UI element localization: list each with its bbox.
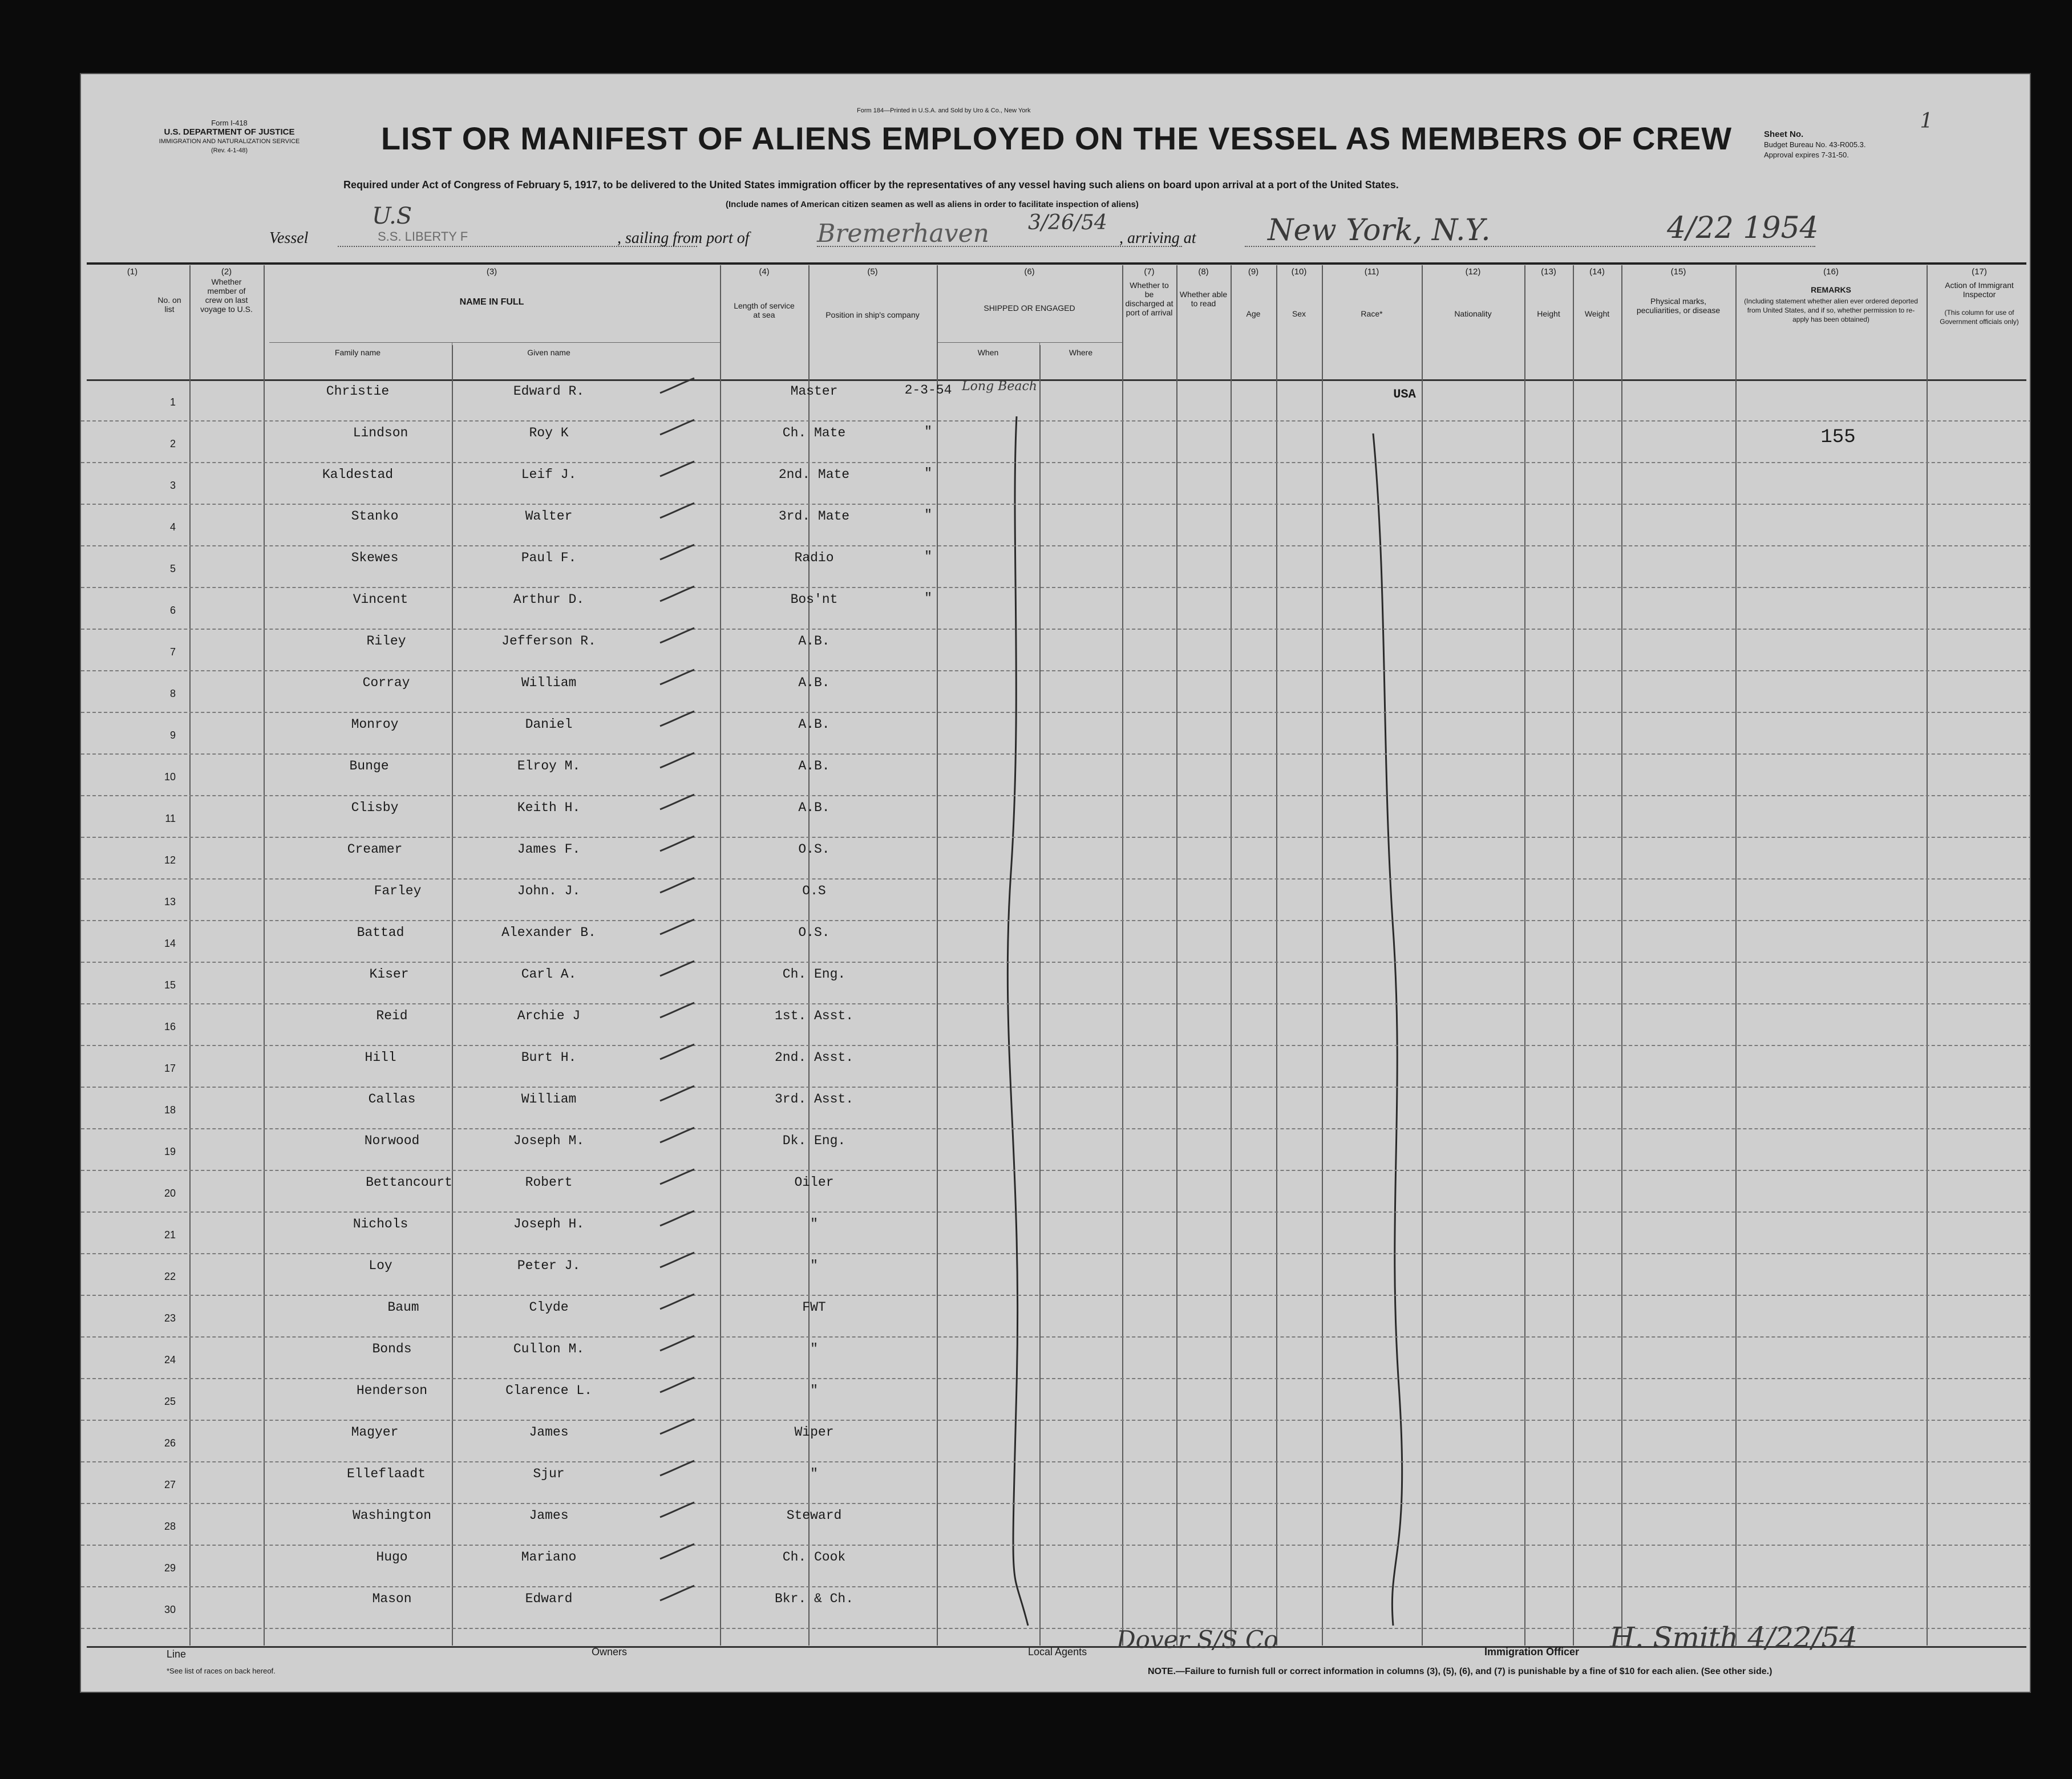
check-mark-icon	[657, 1418, 697, 1435]
col-num-10: (10)	[1291, 267, 1307, 277]
col-label-17: Action of Immigrant Inspector	[1945, 281, 2014, 299]
table-row	[81, 504, 2031, 538]
check-mark-icon	[657, 668, 697, 686]
position: "	[810, 1258, 818, 1273]
col-label-4: Length of service at sea	[734, 301, 795, 319]
row-number: 8	[169, 688, 176, 699]
row-number: 27	[164, 1479, 176, 1490]
col-label-3: NAME IN FULL	[459, 297, 524, 307]
fine-note: NOTE.—Failure to furnish full or correct information in columns (3), (5), (6), and (7) is punishable by a fine of $10 for each alien. (See other side.)	[1148, 1667, 1772, 1676]
remarks-note: (Including statement whether alien ever ordered deported from United States, and if so, whether permission to re-apply has been obtained)	[1744, 297, 1918, 323]
family-name: Bettancourt	[366, 1175, 452, 1190]
table-row	[81, 1004, 2031, 1038]
given-name: Sjur	[533, 1466, 565, 1481]
check-mark-stroke	[660, 1169, 694, 1184]
check-mark-stroke	[660, 1586, 694, 1600]
department: U.S. DEPARTMENT OF JUSTICE	[164, 127, 295, 137]
row-number: 18	[164, 1104, 176, 1116]
row-number: 21	[164, 1229, 176, 1241]
check-mark-icon	[657, 419, 697, 436]
check-mark-icon	[657, 627, 697, 644]
arrival-date: 4/22 1954	[1667, 211, 1819, 245]
given-name: William	[521, 675, 577, 690]
check-mark-icon	[657, 1460, 697, 1477]
row-number: 1	[169, 396, 176, 408]
check-mark-stroke	[660, 420, 694, 435]
position: FWT	[802, 1300, 826, 1315]
given-name: Roy K	[529, 425, 569, 440]
check-mark-stroke	[660, 1502, 694, 1517]
table-row	[81, 796, 2031, 830]
family-name: Norwood	[364, 1133, 420, 1148]
shipped-where: Long Beach	[962, 379, 1037, 394]
given-name: Daniel	[525, 717, 573, 732]
position: Oiler	[794, 1175, 834, 1190]
family-name: Vincent	[353, 592, 408, 607]
family-name: Bunge	[349, 759, 389, 773]
check-mark-stroke	[660, 461, 694, 476]
table-row	[81, 1420, 2031, 1454]
family-name: Christie	[326, 384, 390, 399]
table-row	[81, 1045, 2031, 1080]
col-num-16: (16)	[1823, 267, 1839, 277]
position: 3rd. Mate	[778, 509, 850, 524]
table-row	[81, 546, 2031, 580]
table-row	[81, 921, 2031, 955]
row-number: 11	[165, 813, 176, 824]
table-row	[81, 1587, 2031, 1621]
table-row	[81, 1129, 2031, 1163]
check-mark-stroke	[660, 836, 694, 851]
given-name: Burt H.	[521, 1050, 577, 1065]
family-name: Lindson	[353, 425, 408, 440]
nationality: USA	[1393, 387, 1416, 402]
family-name: Mason	[372, 1591, 412, 1606]
row-number: 13	[164, 896, 176, 907]
family-name: Baum	[387, 1300, 419, 1315]
vessel-handwritten: U.S	[372, 203, 412, 229]
col-label-15: Physical marks, peculiarities, or disease	[1636, 297, 1721, 315]
check-mark-stroke	[660, 1086, 694, 1101]
revision: (Rev. 4-1-48)	[211, 147, 248, 154]
given-name: James	[529, 1508, 569, 1523]
officer-label: Immigration Officer	[1484, 1646, 1580, 1658]
position: "	[810, 1342, 818, 1356]
include-note: (Include names of American citizen seamen as well as aliens in order to facilitate inspection of aliens)	[726, 200, 1139, 209]
check-mark-icon	[657, 710, 697, 727]
given-name: Clyde	[529, 1300, 569, 1315]
row-number: 7	[169, 646, 176, 658]
given-name: Carl A.	[521, 967, 577, 982]
family-name: Corray	[362, 675, 410, 690]
position: 3rd. Asst.	[774, 1092, 854, 1107]
col-label-1: No. on list	[157, 295, 181, 314]
check-mark-stroke	[660, 878, 694, 893]
given-name: Arthur D.	[513, 592, 585, 607]
col-num-8: (8)	[1198, 267, 1209, 277]
shipped-when: 2-3-54	[904, 383, 952, 398]
given-name: Archie J	[517, 1008, 581, 1023]
check-mark-icon	[657, 377, 697, 394]
action-note: (This column for use of Government officials only)	[1940, 309, 2019, 326]
check-mark-icon	[657, 1376, 697, 1393]
table-row	[81, 671, 2031, 705]
shipped-when: "	[924, 424, 932, 439]
check-mark-stroke	[660, 628, 694, 643]
col-num-11: (11)	[1364, 267, 1379, 277]
check-mark-stroke	[660, 1419, 694, 1434]
position: O.S.	[798, 842, 830, 857]
col-label-11: Race*	[1361, 309, 1383, 318]
table-row	[81, 629, 2031, 663]
table-row	[81, 1462, 2031, 1496]
check-mark-stroke	[660, 1461, 694, 1476]
arriving-port: New York, N.Y.	[1268, 213, 1491, 248]
check-mark-icon	[657, 1335, 697, 1352]
check-mark-icon	[657, 752, 697, 769]
check-mark-stroke	[660, 1336, 694, 1351]
arriving-label: , arriving at	[1119, 229, 1196, 247]
check-mark-icon	[657, 877, 697, 894]
row-number: 28	[164, 1521, 176, 1532]
table-row	[81, 1087, 2031, 1121]
col-label-2: Whether member of crew on last voyage to U.S.	[200, 277, 253, 314]
given-name: Joseph H.	[513, 1217, 585, 1231]
position: "	[810, 1217, 818, 1231]
row-number: 30	[164, 1604, 176, 1615]
family-name: Riley	[366, 634, 406, 649]
col-label-7: Whether to be discharged at port of arrival	[1125, 281, 1173, 317]
check-mark-stroke	[660, 919, 694, 934]
col-num-1: (1)	[127, 267, 138, 277]
position: 1st. Asst.	[774, 1008, 854, 1023]
col-num-3: (3)	[486, 267, 497, 277]
check-mark-stroke	[660, 503, 694, 518]
check-mark-icon	[657, 1168, 697, 1185]
position: A.B.	[798, 634, 830, 649]
given-name: Paul F.	[521, 550, 577, 565]
agents-value: Dover S/S Co	[1116, 1626, 1278, 1654]
family-name: Callas	[368, 1092, 416, 1107]
manifest-sheet	[80, 73, 2031, 1693]
given-name: Walter	[525, 509, 573, 524]
table-row	[81, 879, 2031, 913]
given-name: Edward R.	[513, 384, 585, 399]
row-number: 16	[164, 1021, 176, 1032]
table-row	[81, 379, 2031, 414]
col-num-15: (15)	[1670, 267, 1686, 277]
family-name: Hugo	[376, 1550, 408, 1565]
position: Ch. Eng.	[782, 967, 846, 982]
family-name: Henderson	[356, 1383, 428, 1398]
row-number: 29	[164, 1562, 176, 1574]
position: Radio	[794, 550, 834, 565]
sailing-date: 3/26/54	[1028, 211, 1107, 234]
row-number: 4	[169, 521, 176, 533]
family-name: Kiser	[369, 967, 409, 982]
position: 2nd. Mate	[778, 467, 850, 482]
shipped-when: "	[924, 466, 932, 481]
given-name: James F.	[517, 842, 581, 857]
table-row	[81, 1170, 2031, 1205]
check-mark-icon	[657, 544, 697, 561]
table-row	[81, 962, 2031, 996]
position: 2nd. Asst.	[774, 1050, 854, 1065]
col-num-14: (14)	[1589, 267, 1605, 277]
col-label-14: Weight	[1584, 309, 1610, 318]
check-mark-stroke	[660, 711, 694, 726]
subcol-where: Where	[1069, 348, 1093, 357]
family-name: Clisby	[351, 800, 399, 815]
shipped-when: "	[924, 508, 932, 522]
line-label: Line	[167, 1648, 187, 1660]
col-num-7: (7)	[1144, 267, 1155, 277]
family-name: Hill	[365, 1050, 396, 1065]
position: Ch. Mate	[782, 425, 846, 440]
check-mark-stroke	[660, 1003, 694, 1018]
family-name: Creamer	[347, 842, 403, 857]
family-name: Farley	[374, 884, 422, 898]
row-number: 20	[164, 1188, 176, 1199]
table-row	[81, 1295, 2031, 1330]
officer-signature: H. Smith 4/22/54	[1610, 1621, 1857, 1654]
position: "	[810, 1383, 818, 1398]
position: Wiper	[794, 1425, 834, 1440]
given-name: Jefferson R.	[501, 634, 596, 649]
sailing-label: , sailing from port of	[617, 229, 750, 247]
check-mark-stroke	[660, 1253, 694, 1267]
given-name: Peter J.	[517, 1258, 581, 1273]
form-number: Form I-418	[211, 119, 248, 127]
family-name: Battad	[357, 925, 404, 940]
col-label-6: SHIPPED OR ENGAGED	[984, 303, 1075, 313]
check-mark-icon	[657, 1210, 697, 1227]
family-name: Elleflaadt	[346, 1466, 426, 1481]
given-name: Clarence L.	[505, 1383, 592, 1398]
vessel-name: S.S. LIBERTY F	[378, 229, 468, 244]
position: A.B.	[798, 800, 830, 815]
position: Dk. Eng.	[782, 1133, 846, 1148]
subcol-given: Given name	[527, 348, 570, 357]
sailing-port: Bremerhaven	[817, 219, 990, 248]
row-number: 15	[164, 979, 176, 991]
col-num-9: (9)	[1248, 267, 1259, 277]
position: Steward	[786, 1508, 842, 1523]
family-name: Reid	[376, 1008, 408, 1023]
table-row	[81, 754, 2031, 788]
table-row	[81, 712, 2031, 747]
col-label-12: Nationality	[1454, 309, 1492, 318]
col-num-12: (12)	[1465, 267, 1481, 277]
check-mark-stroke	[660, 586, 694, 601]
table-row	[81, 587, 2031, 622]
given-name: Leif J.	[521, 467, 577, 482]
check-mark-icon	[657, 835, 697, 852]
budget-number: Budget Bureau No. 43-R005.3.	[1764, 140, 1866, 149]
row-number: 14	[164, 938, 176, 949]
subcol-family: Family name	[334, 348, 381, 357]
family-name: Monroy	[351, 717, 399, 732]
check-mark-stroke	[660, 795, 694, 809]
shipped-when: "	[924, 591, 932, 606]
row-number: 26	[164, 1437, 176, 1449]
position: Ch. Cook	[782, 1550, 846, 1565]
given-name: Robert	[525, 1175, 573, 1190]
position: A.B.	[798, 717, 830, 732]
check-mark-icon	[657, 1293, 697, 1310]
check-mark-stroke	[660, 1128, 694, 1142]
row-number: 24	[164, 1354, 176, 1365]
position: Bkr. & Ch.	[774, 1591, 854, 1606]
shipped-when: "	[924, 549, 932, 564]
sheet-label: Sheet No.	[1764, 129, 1804, 139]
col-num-4: (4)	[759, 267, 770, 277]
family-name: Washington	[352, 1508, 432, 1523]
position: A.B.	[798, 675, 830, 690]
row-number: 17	[164, 1063, 176, 1074]
col-num-5: (5)	[867, 267, 878, 277]
vessel-label: Vessel	[269, 229, 309, 247]
check-mark-icon	[657, 1501, 697, 1518]
check-mark-stroke	[660, 753, 694, 768]
check-mark-icon	[657, 918, 697, 935]
row-number: 19	[164, 1146, 176, 1157]
family-name: Magyer	[351, 1425, 399, 1440]
check-mark-icon	[657, 502, 697, 519]
position: Master	[790, 384, 838, 399]
table-row	[81, 1504, 2031, 1538]
check-mark-icon	[657, 1085, 697, 1102]
check-mark-icon	[657, 1126, 697, 1144]
row-number: 2	[169, 438, 176, 449]
family-name: Stanko	[351, 509, 399, 524]
given-name: Mariano	[521, 1550, 577, 1565]
family-name: Loy	[369, 1258, 392, 1273]
col-num-17: (17)	[1972, 267, 1987, 277]
given-name: James	[529, 1425, 569, 1440]
table-row	[81, 837, 2031, 872]
table-row	[81, 1337, 2031, 1371]
sheet-number: 1	[1920, 110, 1933, 133]
family-name: Kaldestad	[322, 467, 394, 482]
check-mark-stroke	[660, 961, 694, 976]
table-row	[81, 1379, 2031, 1413]
required-statement: Required under Act of Congress of February 5, 1917, to be delivered to the United States immigration officer by the representatives of any vessel having such aliens on board upon arrival at a port of the United States.	[343, 179, 1399, 191]
position: Bos'nt	[790, 592, 838, 607]
given-name: William	[521, 1092, 577, 1107]
check-mark-icon	[657, 793, 697, 811]
col-num-2: (2)	[221, 267, 232, 277]
check-mark-icon	[657, 585, 697, 602]
check-mark-icon	[657, 1585, 697, 1602]
subcol-when: When	[977, 348, 999, 357]
check-mark-stroke	[660, 1544, 694, 1559]
check-mark-stroke	[660, 670, 694, 684]
check-mark-stroke	[660, 1377, 694, 1392]
col-label-10: Sex	[1292, 309, 1306, 318]
row-number: 25	[164, 1396, 176, 1407]
printer-note: Form 184—Printed in U.S.A. and Sold by Uro & Co., New York	[857, 107, 1031, 114]
row-number: 23	[164, 1312, 176, 1324]
row-number: 9	[169, 730, 176, 741]
row-number: 10	[164, 771, 176, 783]
row-number: 5	[169, 563, 176, 574]
given-name: Elroy M.	[517, 759, 581, 773]
check-mark-icon	[657, 1251, 697, 1269]
table-row	[81, 1545, 2031, 1579]
approval-expiry: Approval expires 7-31-50.	[1764, 151, 1849, 159]
given-name: Cullon M.	[513, 1342, 585, 1356]
table-row	[81, 463, 2031, 497]
check-mark-stroke	[660, 378, 694, 393]
given-name: Keith H.	[517, 800, 581, 815]
family-name: Skewes	[351, 550, 399, 565]
page-title: LIST OR MANIFEST OF ALIENS EMPLOYED ON THE VESSEL AS MEMBERS OF CREW	[381, 120, 1733, 156]
col-label-9: Age	[1246, 309, 1261, 318]
given-name: Edward	[525, 1591, 573, 1606]
row-number: 12	[164, 854, 176, 866]
check-mark-icon	[657, 1543, 697, 1560]
position: A.B.	[798, 759, 830, 773]
row-number: 22	[164, 1271, 176, 1282]
check-mark-stroke	[660, 1211, 694, 1226]
col-num-6: (6)	[1024, 267, 1035, 277]
given-name: Joseph M.	[513, 1133, 585, 1148]
col-label-16: REMARKS	[1811, 285, 1851, 294]
check-mark-stroke	[660, 1044, 694, 1059]
col-label-5: Position in ship's company	[825, 310, 920, 319]
given-name: John. J.	[517, 884, 581, 898]
row-number: 6	[169, 605, 176, 616]
check-mark-icon	[657, 460, 697, 477]
owners-label: Owners	[592, 1646, 628, 1658]
col-num-13: (13)	[1541, 267, 1556, 277]
col-label-13: Height	[1537, 309, 1560, 318]
col-label-8: Whether able to read	[1179, 290, 1228, 308]
given-name: Alexander B.	[501, 925, 596, 940]
agents-label: Local Agents	[1028, 1646, 1087, 1658]
table-row	[81, 1212, 2031, 1246]
check-mark-icon	[657, 1002, 697, 1019]
check-mark-icon	[657, 1043, 697, 1060]
table-row	[81, 1254, 2031, 1288]
remarks: 155	[1820, 427, 1856, 448]
position: "	[810, 1466, 818, 1481]
check-mark-icon	[657, 960, 697, 977]
check-mark-stroke	[660, 545, 694, 560]
check-mark-stroke	[660, 1294, 694, 1309]
position: O.S	[802, 884, 826, 898]
row-number: 3	[169, 480, 176, 491]
races-note: *See list of races on back hereof.	[167, 1667, 276, 1675]
department-sub: IMMIGRATION AND NATURALIZATION SERVICE	[159, 138, 300, 145]
position: O.S.	[798, 925, 830, 940]
table-row	[81, 421, 2031, 455]
family-name: Nichols	[353, 1217, 408, 1231]
family-name: Bonds	[372, 1342, 412, 1356]
